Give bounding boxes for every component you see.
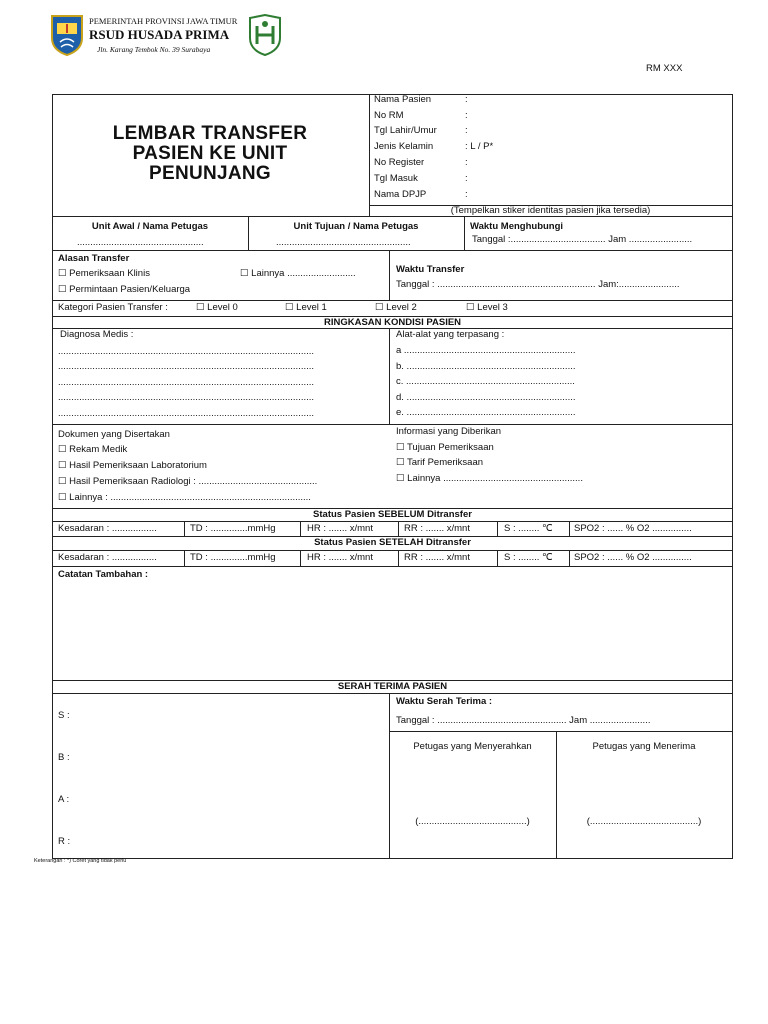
alat-line-a[interactable]: a ................................................................. — [396, 345, 576, 356]
before-spo2-field[interactable]: SPO2 : ...... % O2 ............... — [574, 523, 692, 534]
form-title-line1: LEMBAR TRANSFER — [112, 123, 308, 144]
informasi-tarif-checkbox[interactable]: ☐ Tarif Pemeriksaan — [396, 457, 484, 468]
petugas-menerima-label: Petugas yang Menerima — [592, 741, 696, 752]
identity-label-register: No Register — [374, 157, 425, 168]
frame-right — [732, 94, 733, 858]
waktu-serah-label: Waktu Serah Terima : — [396, 696, 493, 707]
form-title-line3: PENUNJANG — [149, 163, 271, 184]
signature-menyerahkan[interactable]: (.........................................) — [415, 816, 530, 827]
identity-label-dpjp: Nama DPJP — [374, 189, 427, 200]
form-title-line2: PASIEN KE UNIT — [132, 143, 288, 164]
sbar-s-label[interactable]: S : — [58, 710, 70, 721]
unit-tujuan-label: Unit Tujuan / Nama Petugas — [293, 221, 419, 232]
identity-label-masuk: Tgl Masuk — [374, 173, 418, 184]
kategori-level0-checkbox[interactable]: ☐ Level 0 — [196, 302, 238, 313]
divider — [52, 424, 733, 425]
header-hospital: RSUD HUSADA PRIMA — [89, 27, 230, 42]
before-kesadaran-field[interactable]: Kesadaran : ................. — [58, 523, 157, 534]
sbar-a-label[interactable]: A : — [58, 794, 70, 805]
unit-awal-label: Unit Awal / Nama Petugas — [91, 221, 209, 232]
after-hr-field[interactable]: HR : ....... x/mnt — [307, 552, 373, 563]
waktu-transfer-title: Waktu Transfer — [396, 264, 465, 275]
divider — [369, 94, 370, 216]
kategori-level3-checkbox[interactable]: ☐ Level 3 — [466, 302, 508, 313]
divider — [52, 521, 733, 522]
alat-label: Alat-alat yang terpasang : — [396, 329, 505, 340]
diagnosa-line[interactable]: ................................................................................................. — [58, 408, 315, 419]
divider — [464, 216, 465, 250]
diagnosa-line[interactable]: ................................................................................................. — [58, 377, 315, 388]
divider — [497, 550, 498, 566]
after-td-field[interactable]: TD : ..............mmHg — [190, 552, 276, 563]
identity-label-nama: Nama Pasien — [374, 94, 432, 105]
waktu-transfer-field[interactable]: Tanggal : ............................................................ Jam:....................... — [396, 279, 680, 290]
catatan-label: Catatan Tambahan : — [58, 569, 149, 580]
diagnosa-line[interactable]: ................................................................................................. — [58, 361, 315, 372]
status-sebelum-title: Status Pasien SEBELUM Ditransfer — [313, 509, 472, 520]
after-rr-field[interactable]: RR : ....... x/mnt — [404, 552, 470, 563]
divider — [52, 693, 733, 694]
after-kesadaran-field[interactable]: Kesadaran : ................. — [58, 552, 157, 563]
identity-value-lahir[interactable]: : — [465, 125, 468, 136]
alasan-pemeriksaan-checkbox[interactable]: ☐ Pemeriksaan Klinis — [58, 268, 150, 279]
alat-line-d[interactable]: d. ................................................................ — [396, 392, 576, 403]
diagnosa-line[interactable]: ................................................................................................. — [58, 346, 315, 357]
header-address: Jln. Karang Tembok No. 39 Surabaya — [97, 45, 211, 54]
divider — [569, 521, 570, 536]
serah-terima-title: SERAH TERIMA PASIEN — [337, 681, 448, 692]
identity-label-kelamin: Jenis Kelamin — [374, 141, 434, 152]
before-td-field[interactable]: TD : ..............mmHg — [190, 523, 276, 534]
dokumen-lab-checkbox[interactable]: ☐ Hasil Pemeriksaan Laboratorium — [58, 460, 207, 471]
sbar-r-label[interactable]: R : — [58, 836, 71, 847]
dokumen-title: Dokumen yang Disertakan — [58, 429, 170, 440]
divider — [497, 521, 498, 536]
identity-value-kelamin[interactable]: : L / P* — [465, 141, 494, 152]
alat-line-c[interactable]: c. ................................................................ — [396, 376, 575, 387]
kategori-level1-checkbox[interactable]: ☐ Level 1 — [285, 302, 327, 313]
after-suhu-field[interactable]: S : ........ ℃ — [504, 552, 553, 563]
after-spo2-field[interactable]: SPO2 : ...... % O2 ............... — [574, 552, 692, 563]
hospital-logo — [248, 14, 282, 56]
status-setelah-title: Status Pasien SETELAH Ditransfer — [314, 537, 471, 548]
informasi-title: Informasi yang Diberikan — [396, 426, 502, 437]
footnote: Keterangan : *) Coret yang tidak perlu — [34, 858, 127, 864]
divider — [389, 693, 390, 858]
dokumen-radiologi-checkbox[interactable]: ☐ Hasil Pemeriksaan Radiologi : ............................................. — [58, 476, 318, 487]
kategori-level2-checkbox[interactable]: ☐ Level 2 — [375, 302, 417, 313]
dokumen-lainnya-checkbox[interactable]: ☐ Lainnya : ............................................................................ — [58, 492, 311, 503]
identity-value-dpjp[interactable]: : — [465, 189, 468, 200]
divider — [398, 521, 399, 536]
divider — [52, 566, 733, 567]
catatan-area[interactable] — [53, 582, 732, 679]
informasi-tujuan-checkbox[interactable]: ☐ Tujuan Pemeriksaan — [396, 442, 494, 453]
frame-bottom — [52, 858, 733, 859]
petugas-menyerahkan-label: Petugas yang Menyerahkan — [413, 741, 532, 752]
identity-label-rm: No RM — [374, 110, 404, 121]
identity-label-lahir: Tgl Lahir/Umur — [374, 125, 437, 136]
unit-awal-field[interactable]: ................................................ — [77, 237, 204, 248]
divider — [569, 550, 570, 566]
diagnosa-label: Diagnosa Medis : — [60, 329, 134, 340]
frame-left — [52, 94, 53, 858]
divider — [52, 550, 733, 551]
divider — [398, 550, 399, 566]
dokumen-rekam-checkbox[interactable]: ☐ Rekam Medik — [58, 444, 128, 455]
divider — [300, 521, 301, 536]
unit-tujuan-field[interactable]: ................................................... — [276, 237, 411, 248]
province-logo — [50, 14, 84, 56]
waktu-menghubungi-field[interactable]: Tanggal :.................................... Jam ........................ — [472, 234, 693, 245]
divider — [389, 250, 390, 300]
alasan-lainnya-checkbox[interactable]: ☐ Lainnya .......................... — [240, 268, 356, 279]
identity-value-register[interactable]: : — [465, 157, 468, 168]
divider — [52, 328, 733, 329]
waktu-menghubungi-label: Waktu Menghubungi — [470, 221, 564, 232]
before-suhu-field[interactable]: S : ........ ℃ — [504, 523, 553, 534]
kategori-label: Kategori Pasien Transfer : — [58, 302, 168, 313]
alat-line-b[interactable]: b. ................................................................ — [396, 361, 576, 372]
identity-value-nama[interactable]: : — [465, 94, 468, 105]
alat-line-e[interactable]: e. ................................................................ — [396, 407, 576, 418]
form-title — [60, 124, 360, 184]
diagnosa-line[interactable]: ................................................................................................. — [58, 392, 315, 403]
sbar-b-label[interactable]: B : — [58, 752, 70, 763]
divider — [52, 250, 733, 251]
informasi-lainnya-checkbox[interactable]: ☐ Lainnya ..................................................... — [396, 473, 583, 484]
divider — [184, 550, 185, 566]
divider — [52, 300, 733, 301]
identity-value-rm[interactable]: : — [465, 110, 468, 121]
divider — [184, 521, 185, 536]
divider — [300, 550, 301, 566]
identity-note: (Tempelkan stiker identitas pasien jika tersedia) — [450, 205, 651, 216]
alasan-title: Alasan Transfer — [58, 253, 130, 264]
identity-value-masuk[interactable]: : — [465, 173, 468, 184]
before-rr-field[interactable]: RR : ....... x/mnt — [404, 523, 470, 534]
divider — [389, 731, 733, 732]
before-hr-field[interactable]: HR : ....... x/mnt — [307, 523, 373, 534]
rm-code: RM XXX — [646, 63, 683, 74]
alasan-permintaan-checkbox[interactable]: ☐ Permintaan Pasien/Keluarga — [58, 284, 191, 295]
ringkasan-title: RINGKASAN KONDISI PASIEN — [323, 317, 462, 328]
header-gov: PEMERINTAH PROVINSI JAWA TIMUR — [89, 16, 238, 26]
divider — [389, 328, 390, 424]
waktu-serah-field[interactable]: Tanggal : ................................................. Jam ....................... — [396, 715, 651, 726]
signature-menerima[interactable]: (.........................................) — [586, 816, 702, 827]
divider — [52, 216, 733, 217]
